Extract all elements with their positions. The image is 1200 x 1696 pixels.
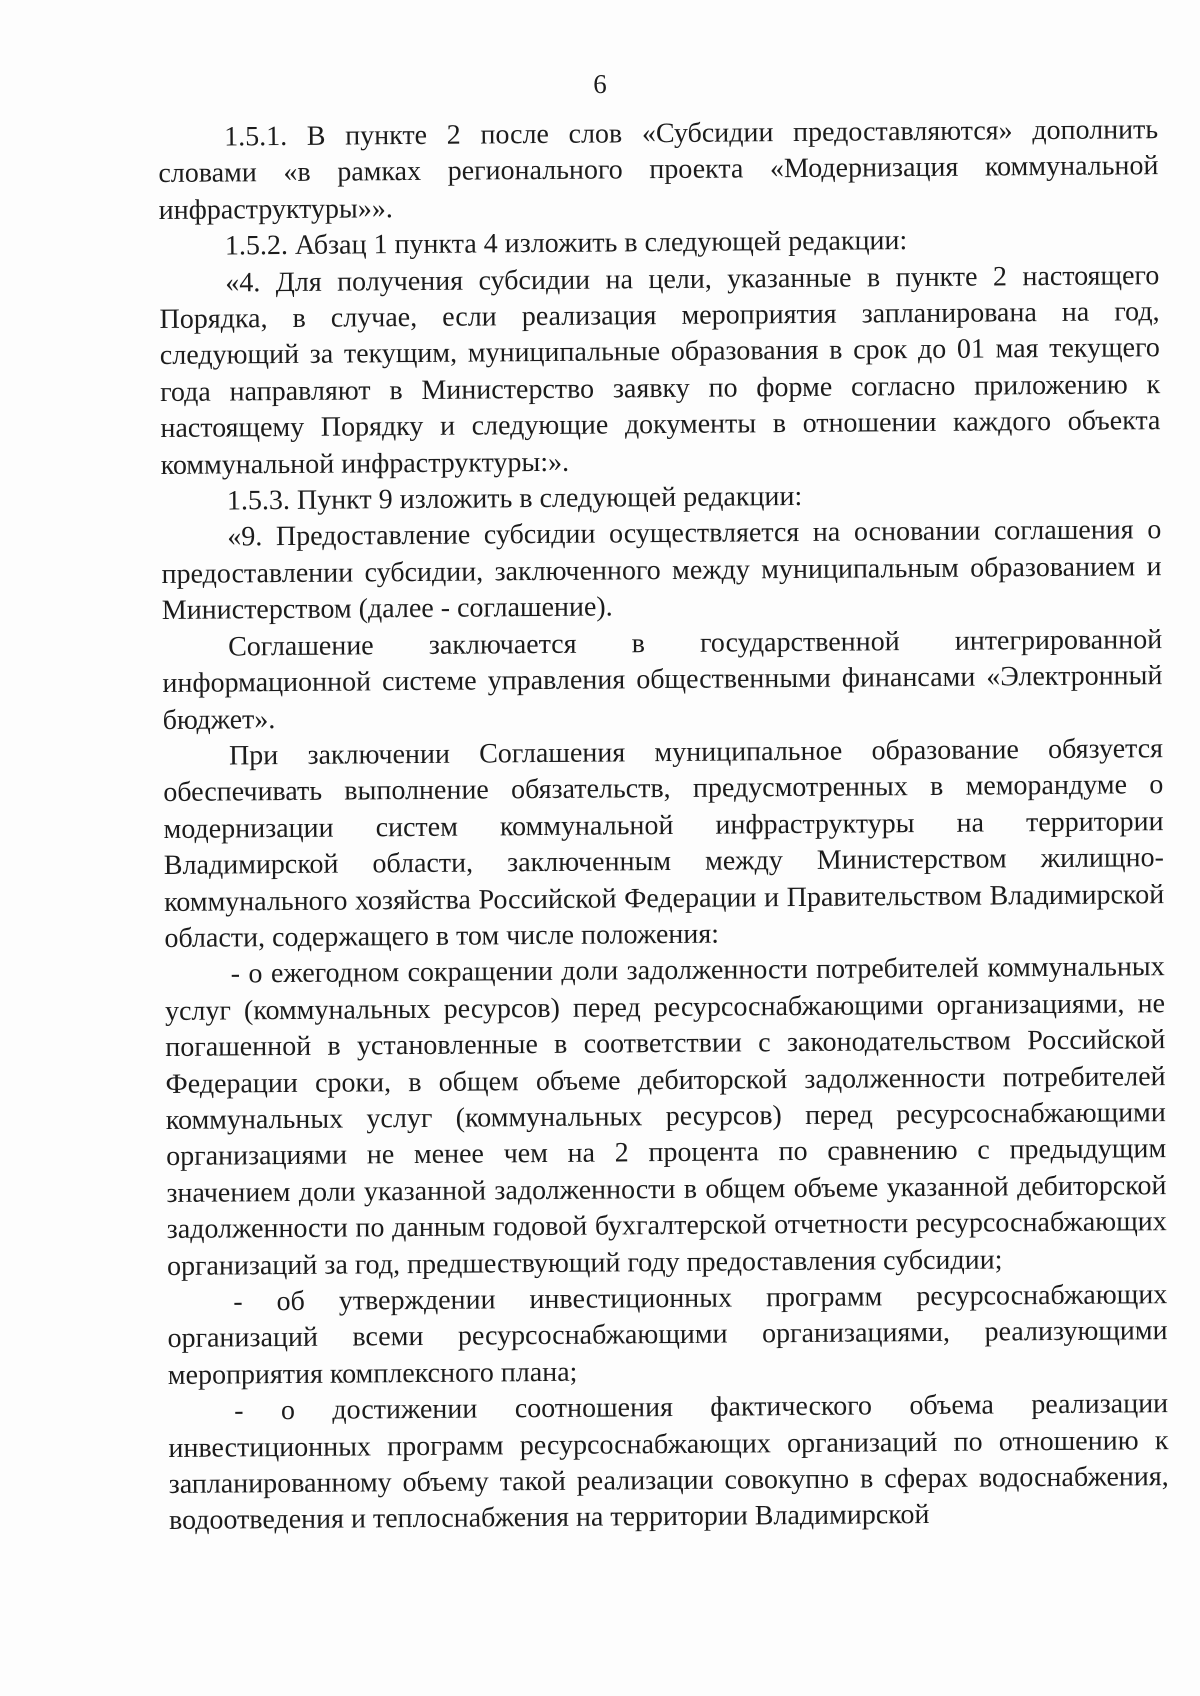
document-body — [158, 112, 1169, 1540]
page-number: 6 — [593, 69, 607, 99]
list-item-debt-reduction: - о ежегодном сокращении доли задолженности потребителей коммунальных услуг (коммунальных ресурсов) перед ресурсоснабжающими организациями, не погашенной в установленные в соответствии с законодательством Российской Федерации сроки, в общем объеме дебиторской задолженности потребителей коммунальных услуг (коммунальных ресурсов) перед ресурсоснабжающими организациями не менее чем на 2 процента по сравнению с предыдущим значением доли указанной задолженности в общем объеме указанной дебиторской задолженности по данным годовой бухгалтерской отчетности ресурсоснабжающих организаций за год, предшествующий году предоставления субсидии; — [164, 951, 1167, 1282]
paragraph-item-9-text: «9. Предоставление субсидии осуществляется на основании соглашения о предоставлении субсидии, заключенного между муниципальным образованием и Министерством (далее - соглашение). — [161, 514, 1162, 627]
paragraph-memorandum-obligations: При заключении Соглашения муниципальное образование обязуется обеспечивать выполнение обязательств, предусмотренных в меморандуме о модернизации систем коммунальной инфраструктуры на территории Владимирской области, заключенным между Министерством жилищно-коммунального хозяйства Российской Федерации и Правительством Владимирской области, содержащего в том числе положения: — [163, 733, 1165, 954]
paragraph-item-4-text: «4. Для получения субсидии на цели, указанные в пункте 2 настоящего Порядка, в случае, если реализация мероприятия запланирована на год, следующий за текущим, муниципальные образования в срок до 01 мая текущего года направляют в Министерство заявку по форме согласно приложению к настоящему Порядку и следующие документы в отношении каждого объекта коммунальной инфраструктуры:». — [159, 259, 1161, 481]
paragraph-1-5-1: 1.5.1. В пункте 2 после слов «Субсидии предоставляются» дополнить словами «в рамках регионального проекта «Модернизация коммунальной инфраструктуры»». — [158, 114, 1159, 226]
paragraph-agreement-system: Соглашение заключается в государственной интегрированной информационной системе управления общественными финансами «Электронный бюджет». — [162, 623, 1163, 736]
list-item-implementation-ratio: - о достижении соотношения фактического объема реализации инвестиционных программ ресурсоснабжающих организаций по отношению к запланированному объему такой реализации совокупно в сферах водоснабжения, водоотведения и теплоснабжения на территории Владимирской — [168, 1388, 1169, 1537]
list-item-investment-programs: - об утверждении инвестиционных программ ресурсоснабжающих организаций всеми ресурсоснабжающими организациями, реализующими мероприятия комплексного плана; — [167, 1279, 1168, 1391]
paragraph-1-5-3: 1.5.3. Пункт 9 изложить в следующей редакции: — [226, 481, 803, 517]
paragraph-1-5-2: 1.5.2. Абзац 1 пункта 4 изложить в следующей редакции: — [224, 225, 908, 262]
